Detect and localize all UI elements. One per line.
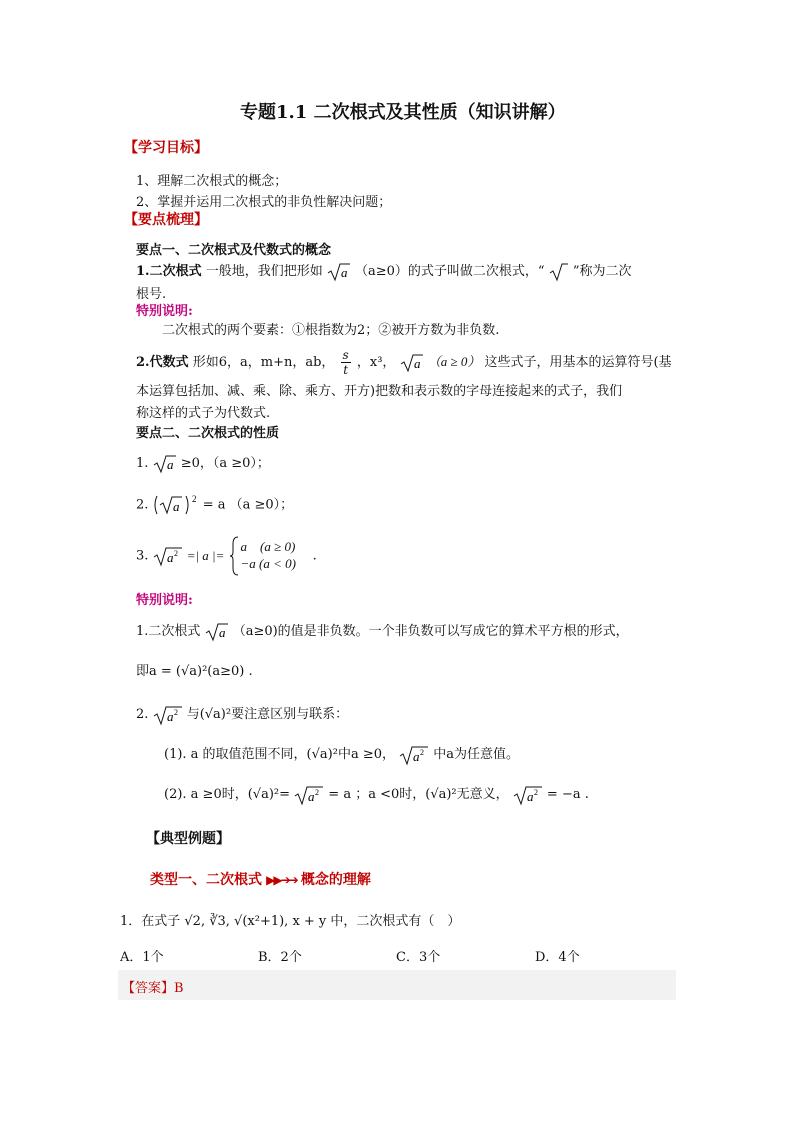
svg-text:a: a (340, 264, 348, 280)
definition-1-label: 1.二次根式 (136, 264, 202, 279)
definition-1-text-a: 一般地，我们把形如 (205, 264, 323, 279)
option-d[interactable]: D．4个 (535, 950, 580, 965)
note-1-label: 特别说明: (136, 304, 193, 319)
point1-title: 要点一、二次根式及代数式的概念 (136, 243, 332, 258)
type-1-title: 类型一、二次根式 ▶▶➔➔ 概念的理解 (150, 872, 371, 888)
option-b[interactable]: B．2个 (258, 950, 302, 965)
sqrt-a-squared (153, 492, 199, 518)
note-2-line1: 1.二次根式 a （a≥0)的值是非负数。一个非负数可以写成它的算术平方根的形式， (136, 620, 629, 642)
goal-item-1: 1、理解二次根式的概念； (136, 174, 288, 189)
property-2: 2. a 2 = a （a ≥0）； (136, 492, 293, 518)
note-1-text: 二次根式的两个要素：①根指数为2；②被开方数为非负数. (162, 323, 500, 338)
definition-2-text-b: ，x³， (356, 355, 396, 370)
sqrt-a-symbol (153, 454, 177, 474)
answer-box (118, 970, 676, 1000)
property-3: 3. a 2 =| a |= a (a ≥ 0) −a (a < 0) . (136, 536, 317, 576)
double-arrow-icon: ▶▶➔➔ (266, 873, 297, 887)
svg-text:2: 2 (191, 494, 197, 504)
goal-item-2: 2、掌握并运用二次根式的非负性解决问题； (136, 195, 392, 210)
page-title: 专题1.1 二次根式及其性质（知识讲解） (240, 102, 566, 123)
svg-text:2: 2 (420, 747, 425, 757)
question-1: 1．在式子 √2, ∛3, √(x²+1), x + y 中，二次根式有（ ） (120, 914, 461, 929)
definition-2-text-a: 形如6，a，m+n，ab， (192, 355, 335, 370)
note-2-line4: (1). a 的取值范围不同，(√a)²中a ≥0， a 2 中a为任意值。 (164, 743, 519, 766)
note-2-line2: 即a = (√a)²(a≥0) . (136, 664, 253, 679)
sqrt-a-symbol (205, 622, 229, 642)
sqrt-a2 (513, 784, 543, 806)
examples-heading: 【典型例题】 (146, 831, 230, 847)
definition-1-text-b: （a≥0）的式子叫做二次根式，“ (355, 264, 545, 279)
definition-2: 2.代数式 形如6，a，m+n，ab， $\frac{s}{t}$ ，x³， a （a ≥ 0） 这些式子，用基本的运算符号(基 (136, 348, 672, 377)
sqrt-a-symbol (400, 353, 424, 373)
definition-1-line2: 根号. (136, 287, 167, 302)
svg-text:a: a (308, 788, 315, 804)
summary-heading: 【要点梳理】 (124, 212, 208, 228)
svg-text:a: a (413, 355, 421, 371)
fraction-s-over-t: $\frac{s}{t}$ (342, 348, 349, 377)
svg-text:2: 2 (315, 787, 320, 797)
svg-text:2: 2 (173, 549, 178, 558)
svg-text:2: 2 (533, 787, 538, 797)
case-1: a (a ≥ 0) (240, 539, 296, 554)
definition-2-line2: 本运算包括加、减、乘、除、乘方、开方)把数和表示数的字母连接起来的式子，我们 (136, 384, 623, 399)
answer-text: 【答案】B (122, 981, 184, 996)
sqrt-a2 (294, 784, 324, 806)
sqrt-a2 (153, 704, 183, 726)
definition-2-line3: 称这样的式子为代数式. (136, 406, 271, 421)
note-2-label: 特别说明: (136, 593, 193, 608)
definition-1-text-c: ”称为二次 (572, 264, 632, 279)
definition-2-label: 2.代数式 (136, 355, 189, 370)
definition-1 (136, 260, 632, 282)
option-c[interactable]: C．3个 (396, 950, 441, 965)
option-a[interactable]: A．1个 (120, 950, 164, 965)
sqrt-a2 (399, 744, 429, 766)
definition-2-text-c: 这些式子，用基本的运算符号(基 (484, 355, 672, 370)
note-2-line5: (2). a ≥0时，(√a)²= a 2 = a ；a <0时，(√a)²无意义， a 2 = −a . (164, 783, 589, 806)
svg-text:a: a (166, 708, 174, 724)
svg-text:a: a (166, 456, 174, 472)
radical-sign (549, 262, 569, 282)
svg-text:2: 2 (173, 707, 178, 717)
case-2: −a (a < 0) (240, 556, 296, 571)
svg-text:a: a (166, 550, 174, 565)
svg-text:a: a (526, 788, 534, 804)
svg-text:a: a (172, 499, 180, 514)
svg-text:a: a (413, 748, 420, 764)
property-1: 1. a ≥0，（a ≥0）； (136, 452, 270, 474)
sqrt-a2 (153, 545, 183, 567)
note-2-line3: 2. a 2 与(√a)²要注意区别与联系： (136, 703, 348, 726)
point2-title: 要点二、二次根式的性质 (136, 426, 280, 441)
goals-heading: 【学习目标】 (124, 140, 208, 156)
svg-text:a: a (218, 624, 226, 640)
sqrt-a-symbol (327, 262, 351, 282)
brace-symbol (229, 536, 239, 576)
